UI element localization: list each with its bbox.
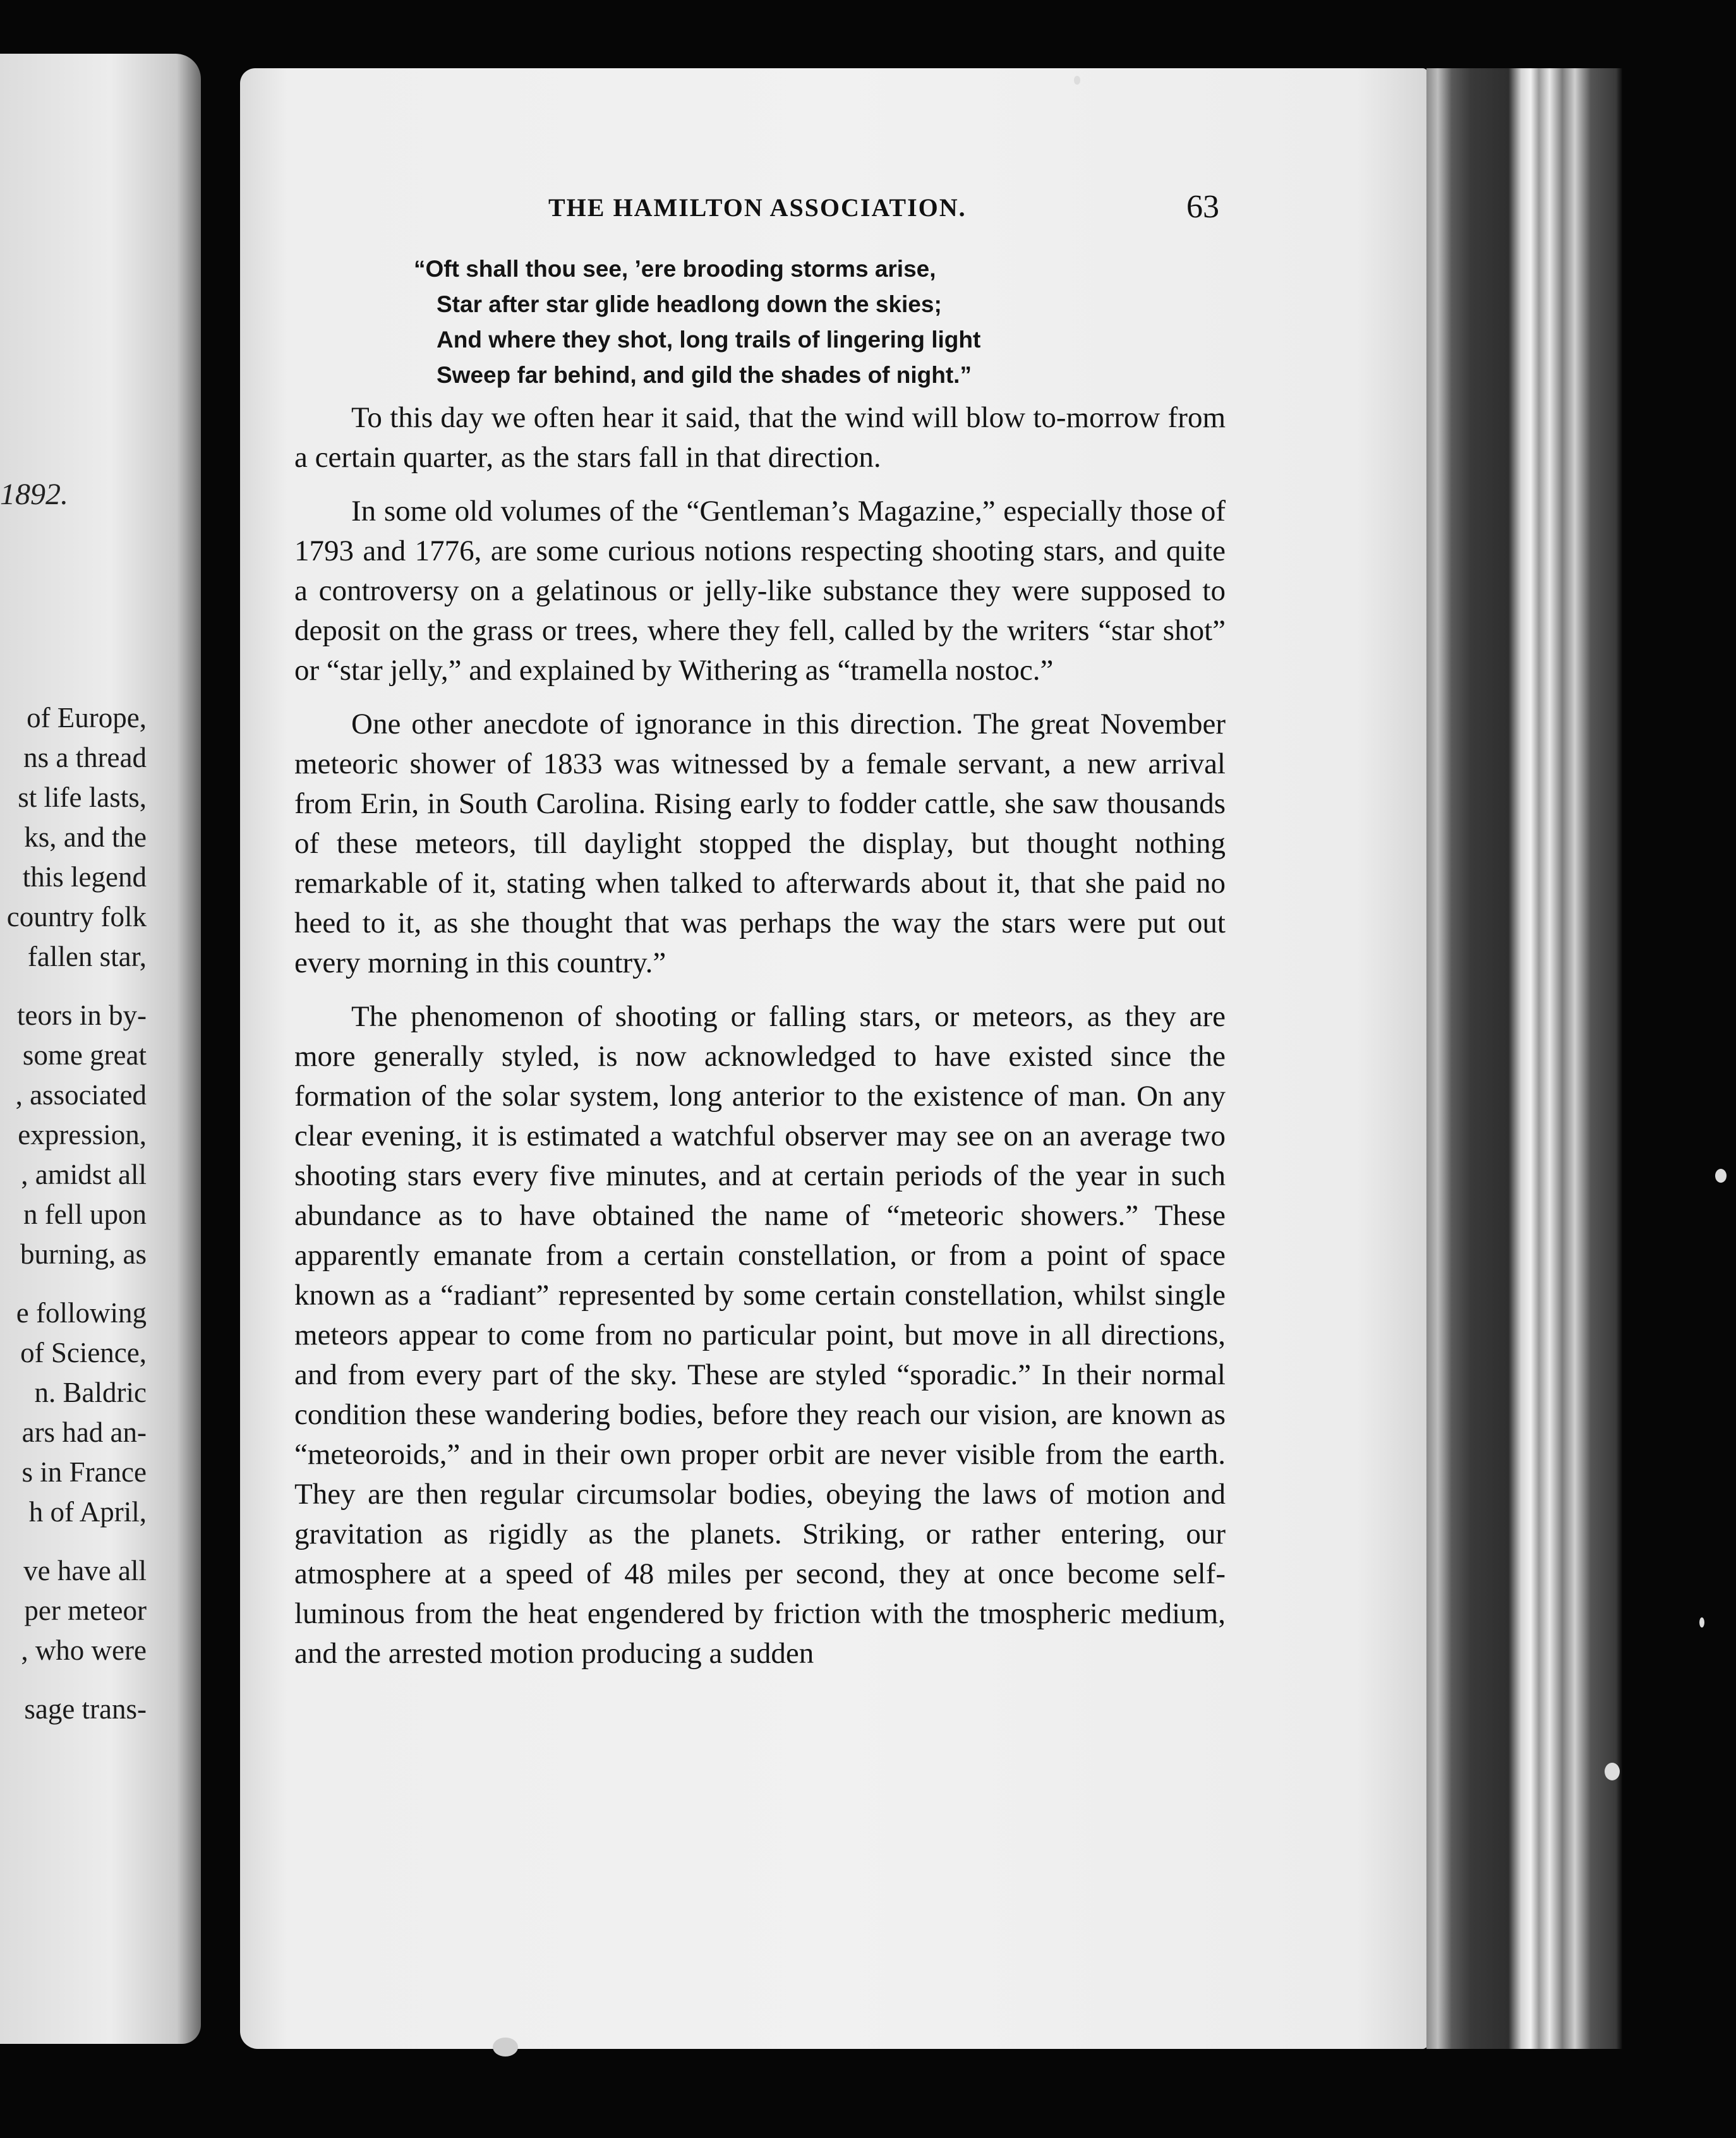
left-line: of Europe, (27, 702, 147, 734)
left-line: country folk (6, 901, 147, 933)
left-line: teors in by- (17, 1000, 147, 1031)
poem-line: Star after star glide headlong down the skies; (437, 291, 942, 317)
poem-line: Sweep far behind, and gild the shades of night.” (437, 362, 972, 388)
left-page-date: 1892. (0, 478, 68, 511)
poem-line: “Oft shall thou see, ’ere brooding storms arise, (414, 256, 936, 282)
dust-speck (1074, 76, 1080, 85)
body-text (294, 398, 1226, 1688)
dust-speck (493, 2038, 518, 2056)
left-line: sage trans- (24, 1693, 147, 1725)
page-number: 63 (1186, 189, 1219, 225)
left-line: fallen star, (27, 941, 147, 972)
left-line: n fell upon (23, 1199, 147, 1230)
paragraph: The phenomenon of shooting or falling stars, or meteors, as they are more generally styled, is now acknowledged to have existed since the formation of the solar system, long anterior to the existence of man. On any clear evening, it is estimated a watchful observer may see on an average two shooting stars every five minutes, and at certain periods of the year in such abundance as to have obtained the name of “meteoric showers.” These apparently emanate from a certain constellation, or from a point of space known as a “radiant” represented by some certain constellation, whilst single meteors appear to come from no particular point, but move in all directions, and from every part of the sky. These are styled “sporadic.” In their normal condition these wandering bodies, before they reach our vision, are known as “meteoroids,” and in their own proper orbit are never visible from the earth. They are then regular circumsolar bodies, obeying the laws of motion and gravitation as rigidly as the planets. Striking, or rather entering, our atmosphere at a speed of 48 miles per second, they at once become self-luminous from the heat engendered by friction with the tmospheric medium, and the arrested motion producing a sudden (294, 1000, 1226, 1670)
dust-speck (1699, 1617, 1704, 1628)
paragraph: One other anecdote of ignorance in this direction. The great November meteoric shower of 1833 was witnessed by a female servant, a new arrival from Erin, in South Carolina. Rising early to fodder cattle, she saw thousands of these meteors, till daylight stopped the display, but thought nothing remarkable of it, stating when talked to afterwards about it, that she paid no heed to it, as she thought that was perhaps the way the stars were put out every morning in this country.” (294, 708, 1226, 979)
dust-speck (1605, 1763, 1620, 1780)
left-line: this legend (22, 861, 147, 893)
left-line: , amidst all (21, 1159, 147, 1190)
left-line: expression, (18, 1119, 147, 1151)
left-page-text (7, 698, 147, 1729)
left-line: some great (22, 1039, 147, 1071)
left-line: st life lasts, (18, 782, 147, 813)
paragraph: To this day we often hear it said, that the wind will blow to-morrow from a certain quarter, as the stars fall in that direction. (294, 401, 1226, 474)
left-page (0, 54, 201, 2044)
left-line: e following (16, 1297, 147, 1329)
left-line: ars had an- (21, 1416, 147, 1448)
left-line: ks, and the (24, 821, 147, 853)
book-page-edges (1426, 68, 1622, 2049)
poem-line: And where they shot, long trails of lingering light (437, 327, 981, 353)
left-line: of Science, (20, 1337, 147, 1368)
left-line: ve have all (23, 1555, 147, 1586)
left-line: burning, as (20, 1238, 147, 1270)
poem-quote (414, 251, 980, 393)
left-line: per meteor (24, 1595, 147, 1626)
paragraph: In some old volumes of the “Gentleman’s Magazine,” especially those of 1793 and 1776, are some curious notions respecting shooting stars, and quite a controversy on a gelatinous or jelly-like substance they were supposed to deposit on the grass or trees, where they fell, called by the writers “star shot” or “star jelly,” and explained by Withering as “tramella nostoc.” (294, 495, 1226, 687)
left-line: n. Baldric (34, 1377, 147, 1408)
running-header: THE HAMILTON ASSOCIATION. (548, 193, 967, 222)
left-line: ns a thread (23, 742, 147, 773)
left-line: h of April, (28, 1496, 147, 1528)
left-line: , who were (21, 1634, 147, 1666)
left-line: s in France (21, 1456, 147, 1488)
left-line: , associated (15, 1079, 147, 1111)
dust-speck (1715, 1169, 1727, 1183)
